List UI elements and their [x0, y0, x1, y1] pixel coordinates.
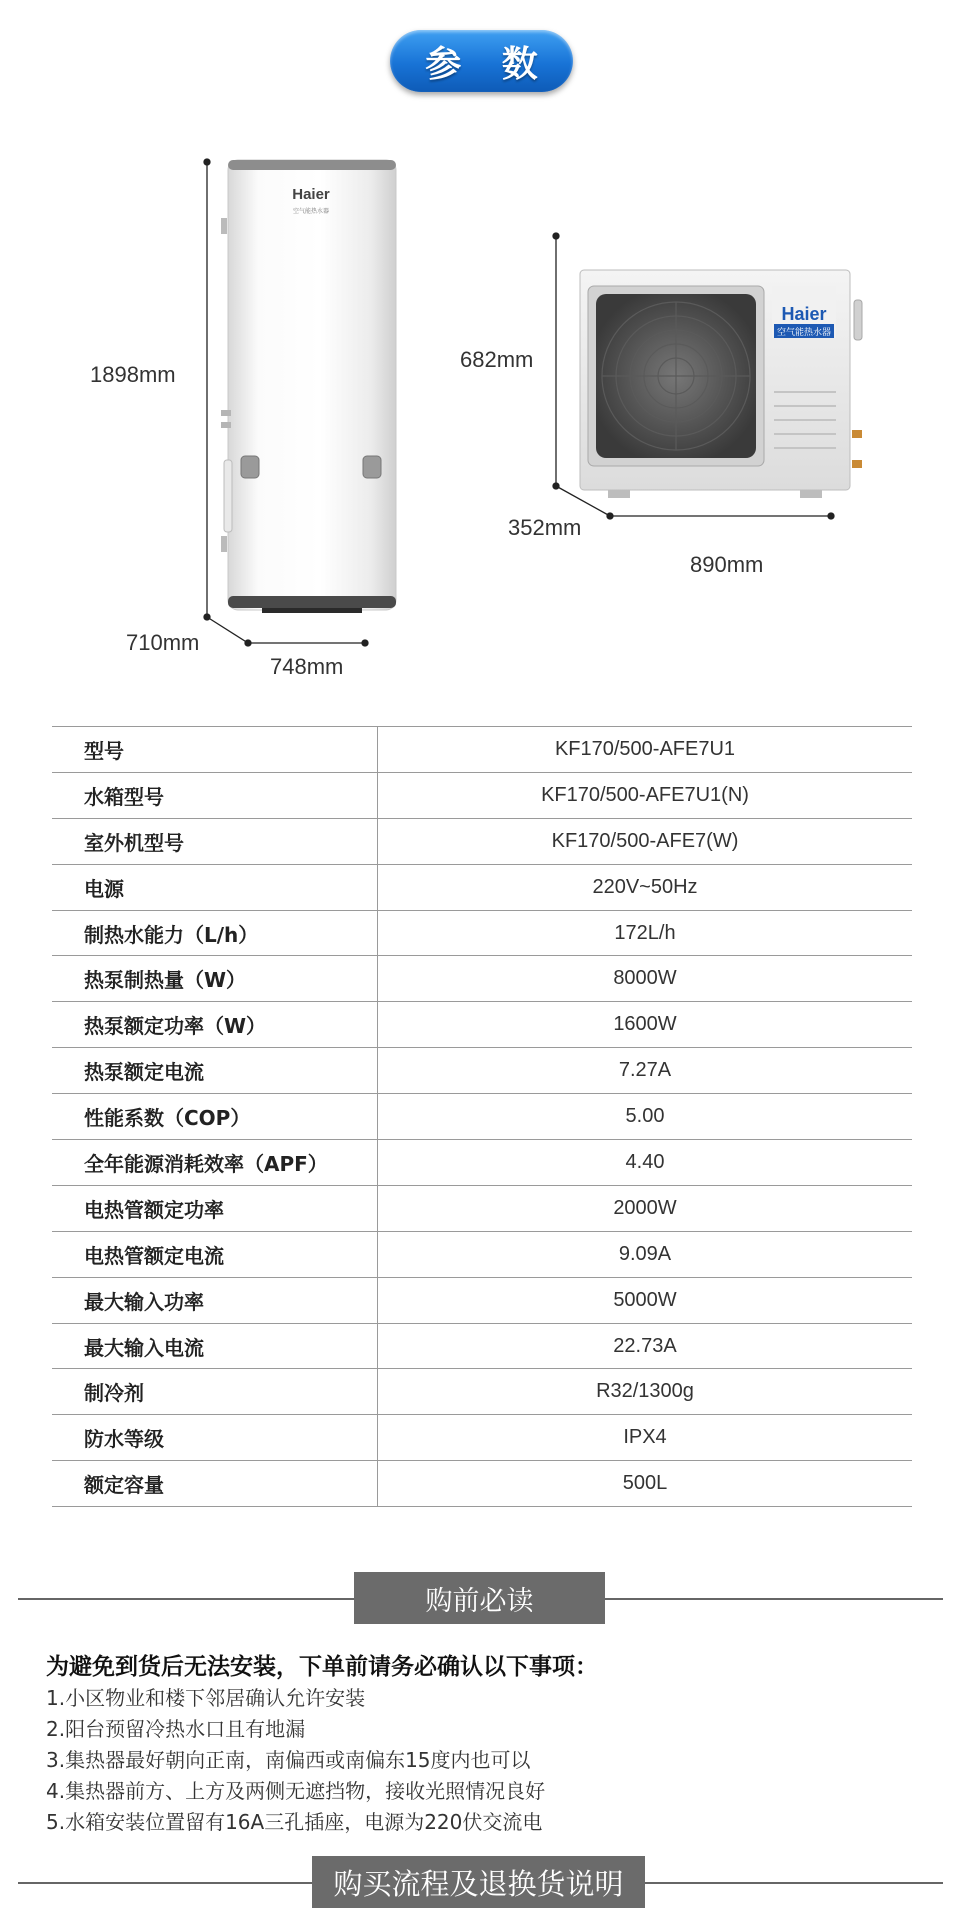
tank-height-label: 1898mm [90, 362, 176, 387]
pre-purchase-banner [354, 1572, 605, 1624]
spec-label: 水箱型号 [52, 772, 378, 818]
table-row [52, 1048, 912, 1094]
spec-label: 最大输入功率 [52, 1277, 378, 1323]
outdoor-brand-logo: Haier [781, 304, 827, 324]
spec-value: 5.00 [378, 1094, 913, 1140]
spec-value: R32/1300g [378, 1369, 913, 1415]
tank-depth-label: 710mm [126, 630, 200, 655]
table-row [52, 1415, 912, 1461]
spec-label: 热泵制热量（W） [52, 956, 378, 1002]
spec-value: 4.40 [378, 1140, 913, 1186]
list-item: 2.阳台预留冷热水口且有地漏 [46, 1717, 306, 1741]
list-item: 5.水箱安装位置留有16A三孔插座，电源为220伏交流电 [46, 1810, 543, 1834]
spec-label: 最大输入电流 [52, 1323, 378, 1369]
outdoor-brand-badge: 空气能热水器 [776, 328, 832, 338]
spec-label: 热泵额定电流 [52, 1048, 378, 1094]
outdoor-height-label: 682mm [460, 347, 534, 372]
spec-value: 5000W [378, 1277, 913, 1323]
product-dimension-diagram [0, 140, 962, 700]
tank-brand-subtitle: 空气能热水器 [292, 208, 330, 215]
pre-purchase-list [46, 1683, 545, 1838]
section-title-pill [390, 30, 573, 92]
spec-label: 制冷剂 [52, 1369, 378, 1415]
table-row [52, 910, 912, 956]
water-tank-image [221, 160, 396, 613]
spec-value: 500L [378, 1461, 913, 1507]
spec-table [52, 726, 912, 1507]
spec-label: 性能系数（COP） [52, 1094, 378, 1140]
table-row [52, 1002, 912, 1048]
section-title: 参 数 [425, 43, 552, 85]
spec-value: 7.27A [378, 1048, 913, 1094]
table-row [52, 1231, 912, 1277]
spec-value: 172L/h [378, 910, 913, 956]
spec-label: 全年能源消耗效率（APF） [52, 1140, 378, 1186]
table-row [52, 864, 912, 910]
table-row [52, 1277, 912, 1323]
table-row [52, 1094, 912, 1140]
spec-value: KF170/500-AFE7U1(N) [378, 772, 913, 818]
purchase-process-banner [312, 1856, 645, 1908]
outdoor-depth-label: 352mm [508, 515, 582, 540]
spec-label: 电热管额定电流 [52, 1231, 378, 1277]
table-row [52, 727, 912, 773]
table-row [52, 772, 912, 818]
spec-label: 室外机型号 [52, 818, 378, 864]
outdoor-unit-image [580, 270, 862, 498]
spec-value: KF170/500-AFE7U1 [378, 727, 913, 773]
pre-purchase-heading: 为避免到货后无法安装，下单前请务必确认以下事项： [46, 1654, 598, 1680]
purchase-process-title: 购买流程及退换货说明 [333, 1866, 624, 1901]
spec-value: IPX4 [378, 1415, 913, 1461]
spec-value: 8000W [378, 956, 913, 1002]
spec-label: 电源 [52, 864, 378, 910]
spec-value: 9.09A [378, 1231, 913, 1277]
spec-value: KF170/500-AFE7(W) [378, 818, 913, 864]
spec-value: 2000W [378, 1185, 913, 1231]
table-row [52, 1323, 912, 1369]
spec-value: 22.73A [378, 1323, 913, 1369]
list-item: 3.集热器最好朝向正南，南偏西或南偏东15度内也可以 [46, 1748, 531, 1772]
tank-brand-logo: Haier [292, 186, 330, 203]
tank-width-label: 748mm [270, 654, 344, 679]
outdoor-width-label: 890mm [690, 552, 764, 577]
spec-label: 型号 [52, 727, 378, 773]
table-row [52, 956, 912, 1002]
spec-label: 电热管额定功率 [52, 1185, 378, 1231]
table-row [52, 1369, 912, 1415]
table-row [52, 818, 912, 864]
table-row [52, 1185, 912, 1231]
spec-label: 防水等级 [52, 1415, 378, 1461]
table-row [52, 1461, 912, 1507]
list-item: 1.小区物业和楼下邻居确认允许安装 [46, 1686, 366, 1710]
spec-value: 1600W [378, 1002, 913, 1048]
spec-label: 热泵额定功率（W） [52, 1002, 378, 1048]
spec-label: 制热水能力（L/h） [52, 910, 378, 956]
spec-value: 220V~50Hz [378, 864, 913, 910]
spec-label: 额定容量 [52, 1461, 378, 1507]
list-item: 4.集热器前方、上方及两侧无遮挡物，接收光照情况良好 [46, 1779, 546, 1803]
pre-purchase-title: 购前必读 [425, 1585, 534, 1617]
table-row [52, 1140, 912, 1186]
